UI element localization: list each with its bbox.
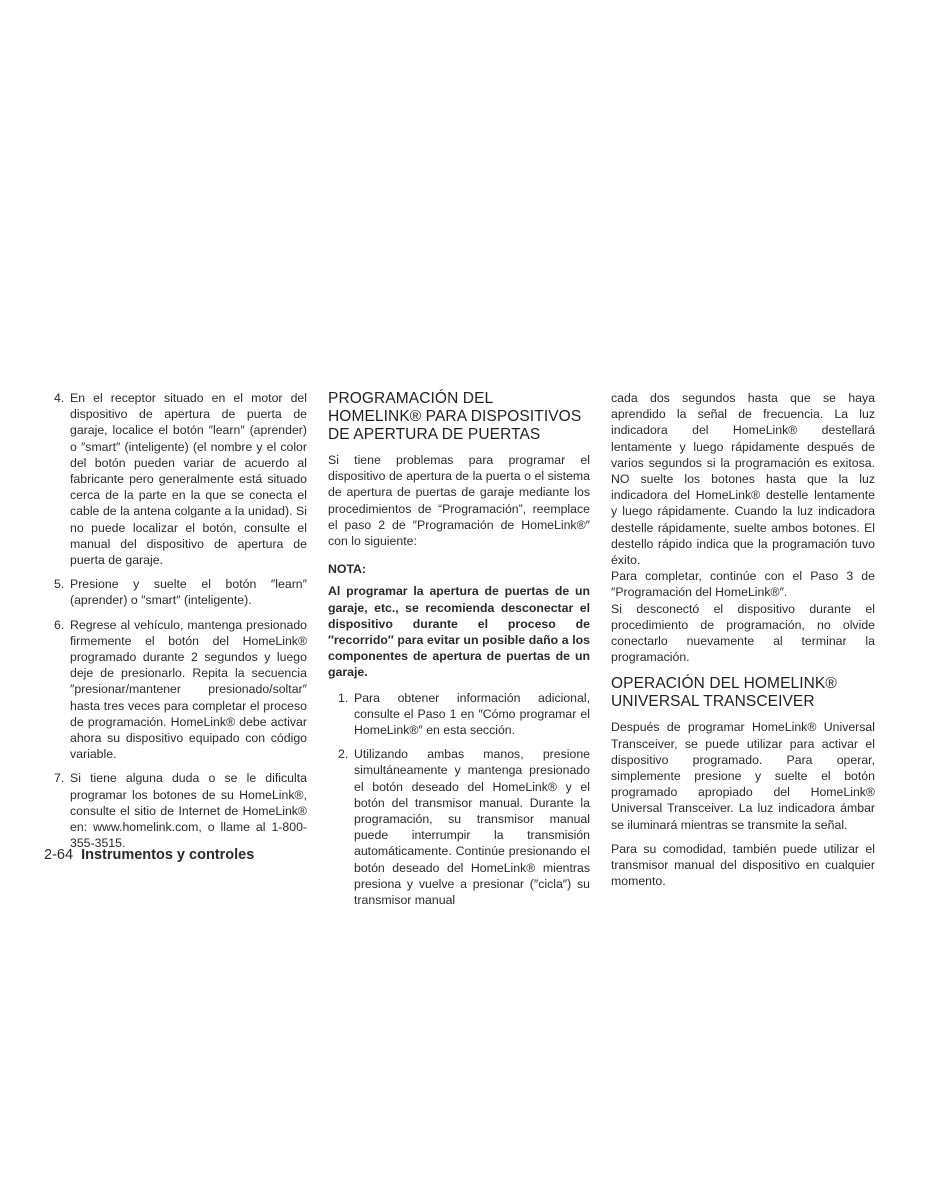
list-item xyxy=(328,690,590,739)
note-text: Al programar la apertura de puertas de un garaje, etc., se recomienda desconectar el dispositivo durante el proceso de ″recorrido″ para evitar un posible daño a los componentes de apertura de puertas de un garaje. xyxy=(328,584,590,680)
step-text: Si tiene alguna duda o se le dificulta programar los botones de su HomeLink®, consulte el sitio de Internet de HomeLink® en: www.homelink.com, o llame al 1-800-355-3515. xyxy=(70,771,307,851)
step-continuation: cada dos segundos hasta que se haya aprendido la señal de frecuencia. La luz indicadora del HomeLink® destellará lentamente y luego rápidamente después de varios segundos si la programación es exitosa. NO suelte los botones hasta que la luz indicadora del HomeLink® destelle lentamente y luego rápidamente. Cuando la luz indicadora destelle rápidamente, suelte ambos botones. El destello rápido indica que la programación tuvo éxito. xyxy=(611,391,875,568)
page-number: 2-64 xyxy=(44,847,74,863)
step-number: 2. xyxy=(338,747,349,762)
step-number: 4. xyxy=(54,391,65,405)
page-footer xyxy=(44,846,254,864)
step-number: 7. xyxy=(54,771,65,786)
operation-paragraph: Después de programar HomeLink® Universal Transceiver, se puede utilizar para activar el dispositivo programado. Para operar, simplemente presione y suelte el botón programado apropiado del HomeLink® Universal Transceiver. La luz indicadora ámbar se iluminará mientras se transmite la señal. xyxy=(611,720,875,832)
step-number: 6. xyxy=(54,617,65,632)
section-heading-operation: OPERACIÓN DEL HOMELINK® UNIVERSAL TRANSCEIVER xyxy=(611,675,837,711)
step-text: En el receptor situado en el motor del dispositivo de apertura de puerta de garaje, localice el botón ″learn″ (aprender) o ″smart″ (inteligente) (el nombre y el color del botón pueden variar de acuerdo al fabricante pero generalmente está situado cerca de la parte en la que se conecta el cable de la antena colgante a la unidad). Si no puede localizar el botón, consulte el manual del dispositivo de apertura de puerta de garaje. xyxy=(70,391,307,568)
step-text: Utilizando ambas manos, presione simultáneamente y mantenga presionado el botón deseado del HomeLink® y el botón del transmisor manual. Durante la programación, su transmisor manual puede interrumpir la transmisión automáticamente. Continúe presionando el botón deseado del HomeLink® mientras presiona y vuelve a presionar (″cicla″) su transmisor manual xyxy=(354,747,590,908)
list-item xyxy=(48,390,307,568)
step-text: Presione y suelte el botón ″learn″ (aprender) o ″smart″ (inteligente). xyxy=(70,577,307,608)
list-item xyxy=(48,617,307,763)
step-number: 5. xyxy=(54,577,65,592)
step-number: 1. xyxy=(338,690,349,705)
note-label: NOTA: xyxy=(328,562,367,577)
list-item xyxy=(48,576,307,608)
intro-paragraph: Si tiene problemas para programar el dispositivo de apertura de la puerta o el sistema de apertura de puertas de garaje mediante los procedimientos de “Programación”, reemplace el paso 2 de ″Programación de HomeLink®″ con lo siguiente: xyxy=(328,453,590,549)
alternate-steps-list xyxy=(328,690,590,909)
list-item xyxy=(48,770,307,851)
programming-steps-list xyxy=(48,390,307,851)
left-column xyxy=(48,390,307,859)
chapter-title: Instrumentos y controles xyxy=(81,847,255,863)
middle-column xyxy=(328,390,590,916)
disconnect-paragraph: Si desconectó el dispositivo durante el procedimiento de programación, no olvide conectarlo nuevamente al terminar la programación. xyxy=(611,601,875,665)
list-item xyxy=(328,746,590,908)
step-text: Regrese al vehículo, mantenga presionado firmemente el botón del HomeLink® programado durante 2 segundos y luego deje de presionarlo. Repita la secuencia ″presionar/mantener presionado/soltar″ hasta tres veces para completar el proceso de programación. HomeLink® debe activar ahora su dispositivo equipado con código variable. xyxy=(70,617,307,762)
step-text: Para obtener información adicional, consulte el Paso 1 en ″Cómo programar el HomeLink®″ en esta sección. xyxy=(354,690,590,738)
right-column xyxy=(611,390,875,897)
convenience-paragraph: Para su comodidad, también puede utilizar el transmisor manual del dispositivo en cualquier momento. xyxy=(611,841,875,889)
section-heading-programming: PROGRAMACIÓN DEL HOMELINK® PARA DISPOSITIVOS DE APERTURA DE PUERTAS xyxy=(328,390,582,443)
complete-paragraph: Para completar, continúe con el Paso 3 de ″Programación del HomeLink®″. xyxy=(611,569,875,600)
